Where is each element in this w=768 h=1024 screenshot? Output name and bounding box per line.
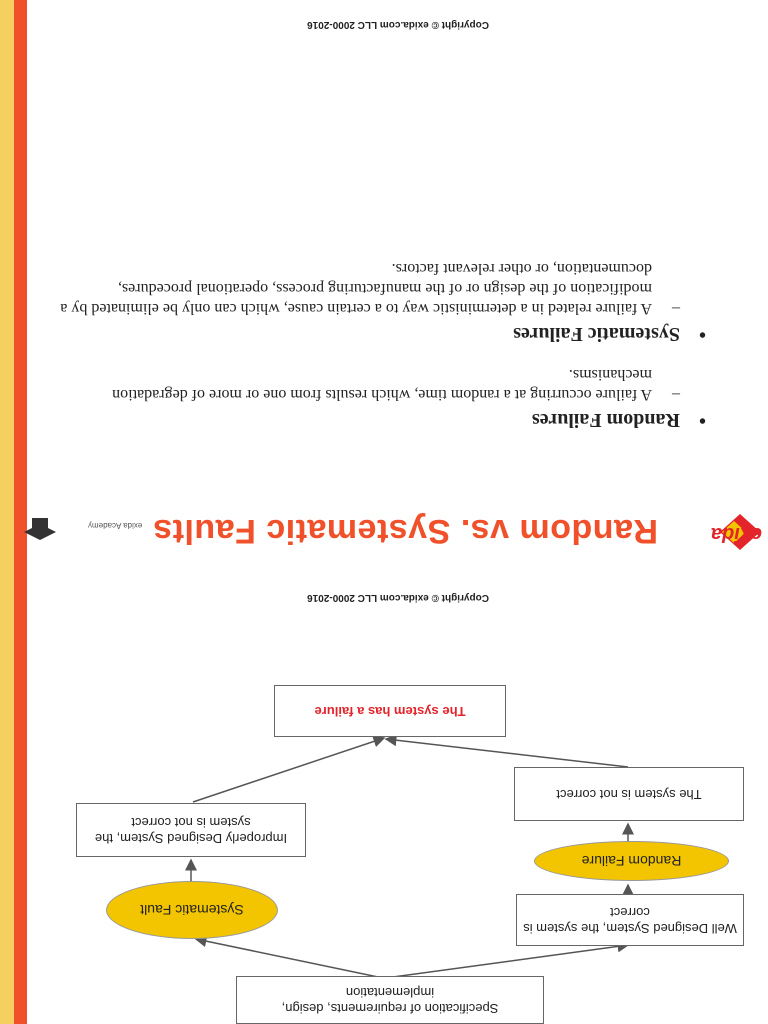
arrow-notcorrect-to-failure [386,739,628,767]
dash-glyph: – [672,386,680,403]
dash-glyph: – [672,300,680,317]
systematic-failures-desc: A failure related in a deterministic way to a certain cause, which can only be eliminated by a modification of the design or of the manufacturing process, operational procedures, documentation, or other relevant factors. [60,260,652,317]
bullet-systematic-failures-text [46,258,706,318]
failure-box: The system has a failure [274,685,506,737]
bullet-random-failures-text [46,364,706,404]
improperly-designed-box: Improperly Designed System, the system is not correct [76,803,306,857]
exida-logo-text: exida [710,523,762,545]
academy-label: exida Academy [88,521,143,530]
random-failure-oval: Random Failure [534,841,729,881]
arrow-spec-to-fault [196,939,378,977]
systematic-fault-oval: Systematic Fault [106,881,278,939]
bullet-random-failures: • Random Failures [46,408,706,432]
arrow-spec-to-well [393,945,628,977]
slide-copyright: Copyright © exida.com LLC 2000-2016 [307,19,489,30]
arrow-improperly-to-failure [193,738,384,802]
slide-content [46,258,706,432]
bullet-systematic-failures: • Systematic Failures [46,322,706,346]
spec-box: Specification of requirements, design, implementation [236,976,544,1024]
random-failures-desc: A failure occurring at a random time, which results from one or more of degradation mechanisms. [112,366,652,403]
slide-title: Random vs. Systematic Faults [152,512,658,550]
diagram-copyright: Copyright © exida.com LLC 2000-2016 [307,592,489,603]
well-designed-box: Well Designed System, the system is correct [516,894,744,946]
not-correct-box: The system is not correct [514,767,744,821]
